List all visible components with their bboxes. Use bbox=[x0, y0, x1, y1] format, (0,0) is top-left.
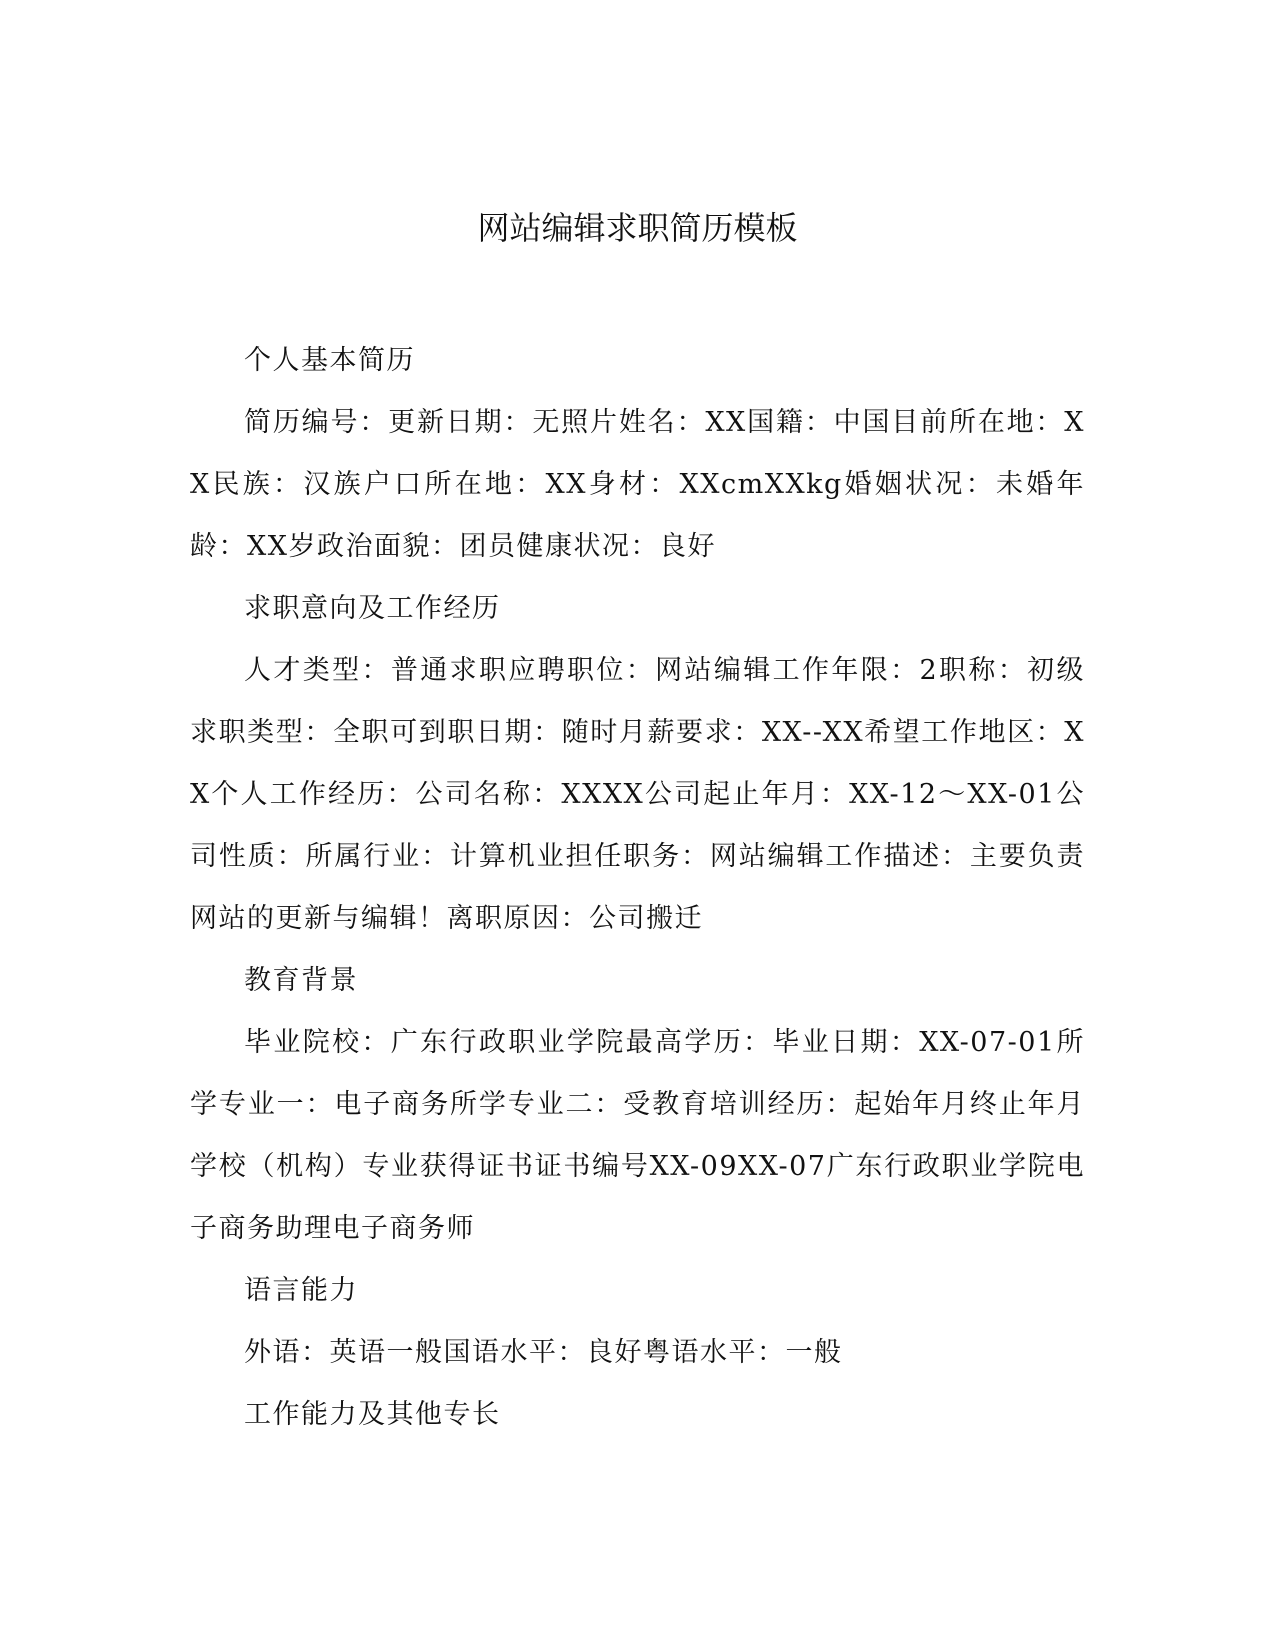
section-body-education: 毕业院校：广东行政职业学院最高学历：毕业日期：XX-07-01所学专业一：电子商务所学专业二：受教育培训经历：起始年月终止年月学校（机构）专业获得证书证书编号XX-09XX-07广东行政职业学院电子商务助理电子商务师 bbox=[190, 1027, 1085, 1244]
section-body-personal: 简历编号：更新日期：无照片姓名：XX国籍：中国目前所在地：XX民族：汉族户口所在地：XX身材：XXcmXXkg婚姻状况：未婚年龄：XX岁政治面貌：团员健康状况：良好 bbox=[190, 407, 1085, 562]
document-body bbox=[190, 330, 1085, 1446]
section-heading-education: 教育背景 bbox=[244, 965, 358, 996]
section-body-language: 外语：英语一般国语水平：良好粤语水平：一般 bbox=[244, 1337, 843, 1368]
section-heading-personal: 个人基本简历 bbox=[244, 345, 415, 376]
section-heading-language: 语言能力 bbox=[244, 1275, 358, 1306]
section-body-job-intent: 人才类型：普通求职应聘职位：网站编辑工作年限：2职称：初级求职类型：全职可到职日期：随时月薪要求：XX--XX希望工作地区：XX个人工作经历：公司名称：XXXX公司起止年月：XX-12～XX-01公司性质：所属行业：计算机业担任职务：网站编辑工作描述：主要负责网站的更新与编辑！离职原因：公司搬迁 bbox=[190, 655, 1085, 934]
section-heading-skills: 工作能力及其他专长 bbox=[244, 1399, 501, 1430]
section-heading-job-intent: 求职意向及工作经历 bbox=[244, 593, 501, 624]
document-title: 网站编辑求职简历模板 bbox=[477, 209, 798, 247]
